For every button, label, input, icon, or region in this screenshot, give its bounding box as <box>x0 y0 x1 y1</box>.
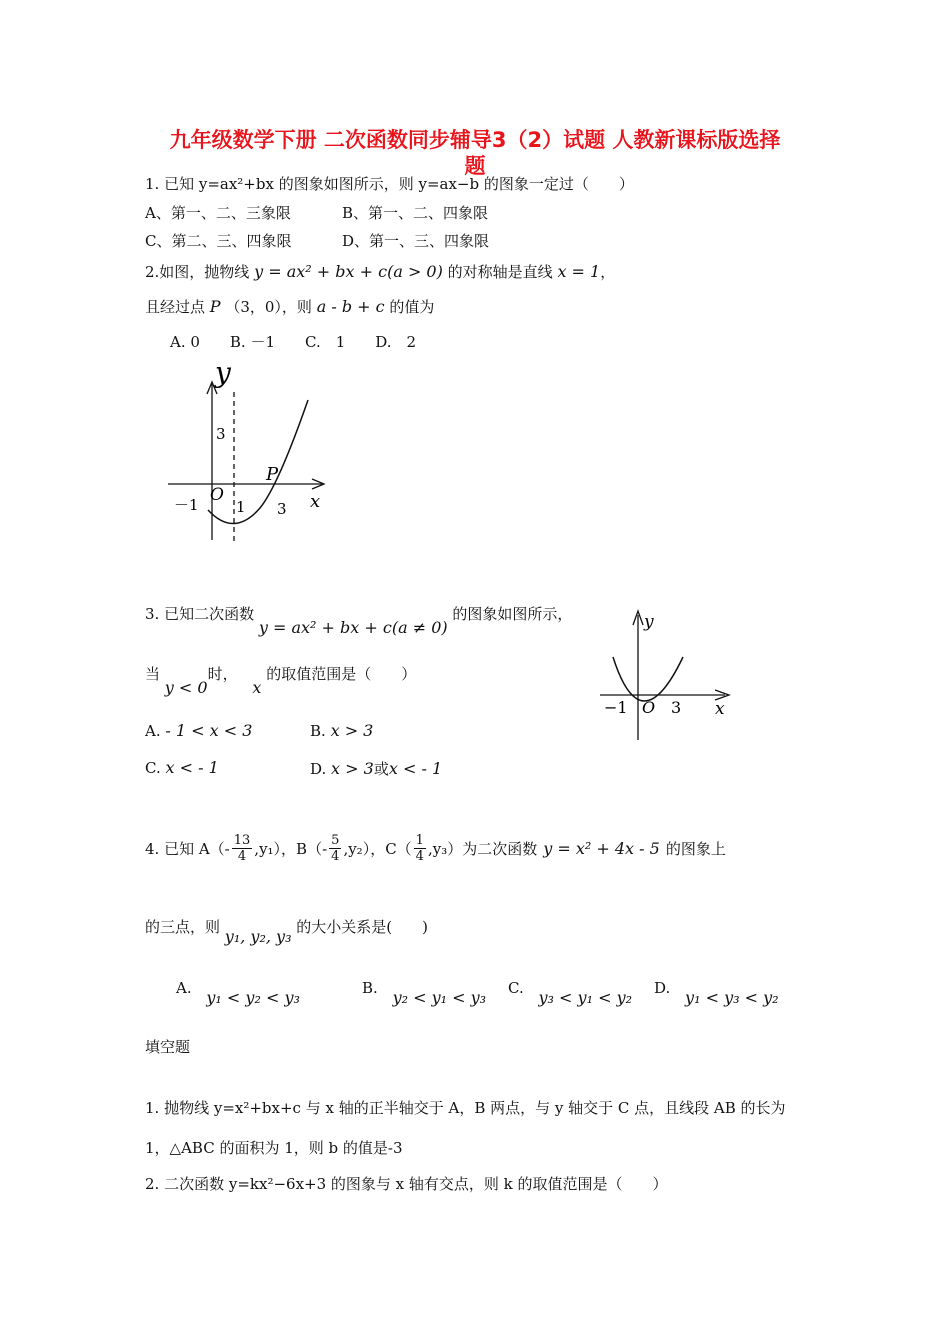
tick-3-x: 3 <box>277 500 287 518</box>
q4-option-c <box>508 978 633 1007</box>
q3-stem-a: 3. 已知二次函数 <box>145 605 255 623</box>
q2-point-label: P <box>209 297 221 316</box>
q3-option-b-expr: x > 3 <box>330 721 374 740</box>
tick-1: 1 <box>236 498 246 516</box>
q4-option-c-expr: y₃ < y₁ < y₂ <box>538 988 633 1007</box>
q4-option-a-label: A. <box>176 979 192 997</box>
q4-option-b-expr: y₂ < y₁ < y₃ <box>392 988 487 1007</box>
q3-option-d-or: 或 <box>373 760 389 778</box>
q3-option-c-expr: x < - 1 <box>165 758 219 777</box>
q4-frac-a-num: 13 <box>233 833 251 848</box>
q3-line2-c: 的取值范围是（ ） <box>266 665 417 683</box>
q3-line2-a: 当 <box>145 665 161 683</box>
q1-option-c: C、第二、三、四象限 <box>145 232 292 250</box>
q4-vars: y₁, y₂, y₃ <box>224 927 292 946</box>
q4-line2-a: 的三点，则 <box>145 918 221 936</box>
fill-heading: 填空题 <box>145 1038 191 1056</box>
tick-neg1: －1 <box>174 496 199 514</box>
q4-frac-b-num: 5 <box>331 833 340 848</box>
q3-figure <box>595 605 740 745</box>
q4-stem-d: ,y₃）为二次函数 <box>427 840 538 858</box>
q4-frac-b-den: 4 <box>331 849 340 864</box>
q3-var: x <box>252 678 262 697</box>
fill-q1-line1: 1. 抛物线 y=x²+bx+c 与 x 轴的正半轴交于 A，B 两点，与 y 轴交于 C 点，且线段 AB 的长为 <box>145 1099 786 1117</box>
point-p-label: P <box>266 464 279 485</box>
q4-frac-c <box>414 833 426 864</box>
q3-option-a-expr: - 1 < x < 3 <box>165 721 253 740</box>
q4-stem-b: ,y₁），B（- <box>254 840 328 858</box>
q4-option-b-label: B. <box>362 979 378 997</box>
q2-figure <box>160 362 340 547</box>
q4-option-a-expr: y₁ < y₂ < y₃ <box>206 988 300 1007</box>
q4-frac-a-den: 4 <box>237 849 247 864</box>
page-title-cont: 题 <box>464 154 486 178</box>
q4-option-c-label: C. <box>508 979 524 997</box>
q3-option-b <box>310 721 373 740</box>
page-title: 九年级数学下册 二次函数同步辅导3（2）试题 人教新课标版选择 <box>169 128 781 152</box>
q4-frac-c-num: 1 <box>415 833 424 848</box>
q4-option-d <box>654 978 779 1007</box>
q3-option-a <box>145 721 252 740</box>
tick-3: 3 <box>671 698 682 717</box>
q4-line2 <box>145 916 428 946</box>
q2-line2-c: 的值为 <box>389 298 435 316</box>
q2-stem <box>145 261 615 282</box>
q4-line2-b: 的大小关系是( ) <box>296 918 428 936</box>
q4-frac-b <box>329 833 341 864</box>
q3-option-a-label: A. <box>145 722 161 740</box>
q3-stem <box>145 603 573 637</box>
origin-label: O <box>642 698 656 717</box>
fill-q2: 2. 二次函数 y=kx²−6x+3 的图象与 x 轴有交点，则 k 的取值范围是（ ） <box>145 1175 668 1193</box>
q2-axis: x = 1 <box>557 262 601 281</box>
q2-line2-b: （3，0），则 <box>225 298 312 316</box>
q3-condition: y < 0 <box>164 678 208 697</box>
q3-line2-b: 时， <box>207 665 238 683</box>
q4-stem <box>145 833 726 864</box>
q4-stem-c: ,y₂），C（ <box>343 840 412 858</box>
x-axis-label: x <box>715 699 725 719</box>
q1-option-b: B、第一、二、四象限 <box>342 204 489 222</box>
q2-stem-a: 2.如图，抛物线 <box>145 263 250 281</box>
q2-formula: y = ax² + bx + c(a > 0) <box>254 262 443 281</box>
q1-stem: 1. 已知 y=ax²+bx 的图象如图所示，则 y=ax−b 的图象一定过（ ） <box>145 175 634 193</box>
q2-stem-b: 的对称轴是直线 <box>447 263 553 281</box>
q3-option-c <box>145 758 219 777</box>
q4-frac-a <box>232 833 253 864</box>
q2-stem-c: ， <box>600 263 616 281</box>
q4-option-a <box>176 978 300 1007</box>
q3-option-b-label: B. <box>310 722 326 740</box>
x-axis-label: x <box>310 491 321 512</box>
tick-3-y: 3 <box>216 425 226 443</box>
q2-line2-a: 且经过点 <box>145 298 206 316</box>
y-axis-label: y <box>215 362 231 389</box>
q3-formula: y = ax² + bx + c(a ≠ 0) <box>258 618 448 637</box>
q4-stem-e: 的图象上 <box>665 840 726 858</box>
q4-option-d-expr: y₁ < y₃ < y₂ <box>685 988 779 1007</box>
q3-option-d-expr-a: x > 3 <box>331 759 374 778</box>
q3-option-d-label: D. <box>310 760 327 778</box>
q3-option-d <box>310 758 442 779</box>
q2-line2 <box>145 296 434 317</box>
origin-label: O <box>210 485 224 505</box>
q3-option-d-expr-b: x < - 1 <box>388 759 443 778</box>
tick-neg1: −1 <box>604 698 628 717</box>
q4-option-d-label: D. <box>654 979 671 997</box>
q2-expr: a - b + c <box>316 297 385 316</box>
q4-frac-c-den: 4 <box>415 849 424 864</box>
q3-stem-b: 的图象如图所示， <box>452 605 573 623</box>
q4-stem-a: 4. 已知 A（- <box>145 840 230 858</box>
q1-option-a: A、第一、二、三象限 <box>145 204 291 222</box>
q2-options: A. 0 B. －1 C. 1 D. 2 <box>170 333 417 351</box>
q4-option-b <box>362 978 487 1007</box>
q1-option-d: D、第一、三、四象限 <box>342 232 490 250</box>
q3-line2 <box>145 663 417 697</box>
y-axis-label: y <box>644 612 654 632</box>
q4-formula: y = x² + 4x - 5 <box>543 839 660 858</box>
fill-q1-line2: 1，△ABC 的面积为 1，则 b 的值是-3 <box>145 1139 403 1157</box>
q3-option-c-label: C. <box>145 759 161 777</box>
